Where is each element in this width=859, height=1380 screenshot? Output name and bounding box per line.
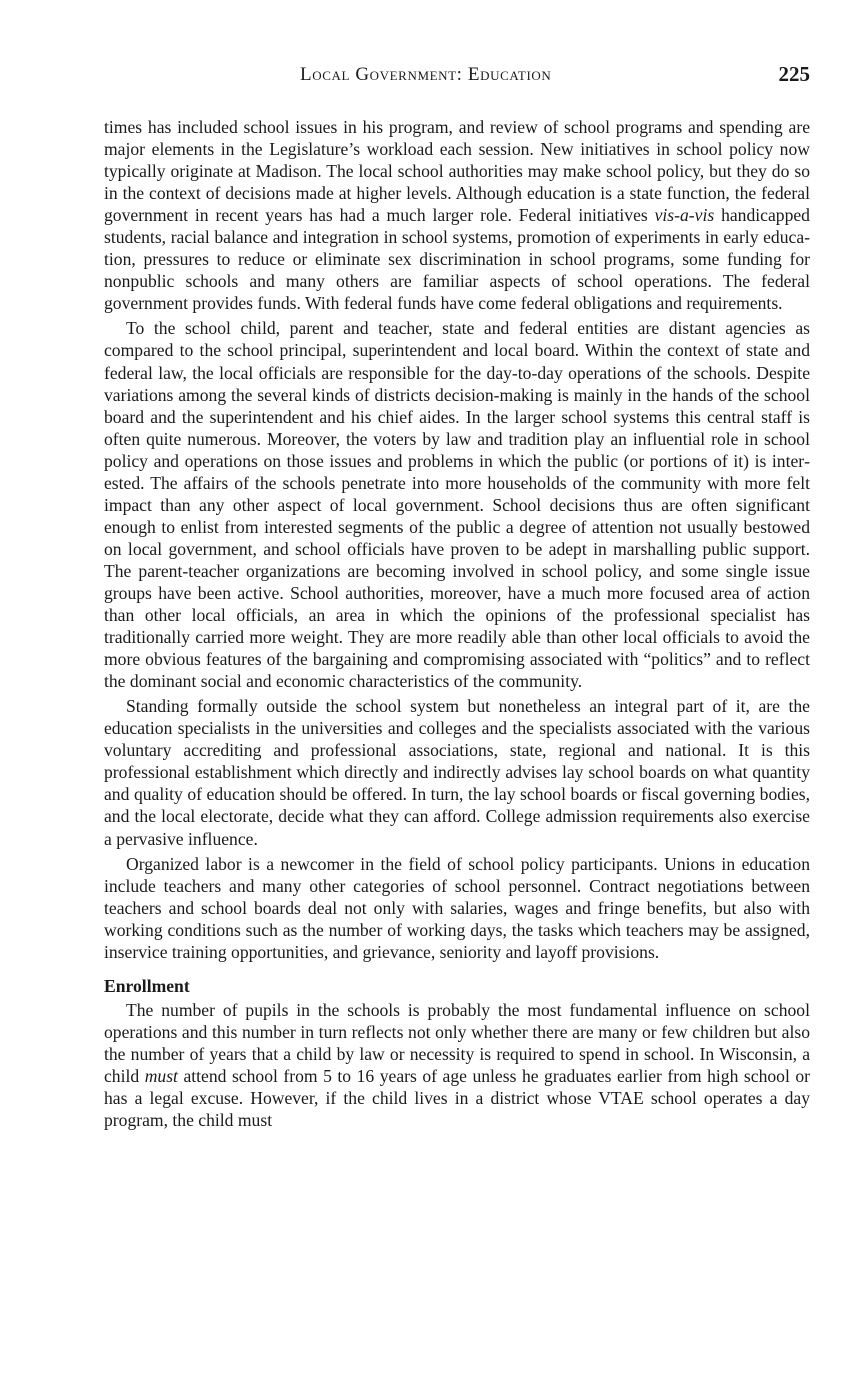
running-title: Local Government: Education bbox=[300, 64, 552, 85]
paragraph-3: Standing formally outside the school system but nonetheless an integral part of it, are the education specialists in the universities and colleges and the specialists associated with the various voluntary accrediting and professional associations, state, regional and national. It is this professional establishment which directly and indirectly advises lay school boards on what quantity and quality of education should be offered. In turn, the lay school boards or fiscal governing bodies, and the local electorate, decide what they can afford. College admission requirements also exercise a pervasive influence. bbox=[104, 696, 810, 849]
paragraph-5-text-b: attend school from 5 to 16 years of age unless he graduates earlier from high school or has a legal excuse. However, if the child lives in a district whose VTAE school operates a day program, the child must bbox=[104, 1065, 811, 1131]
paragraph-5 bbox=[104, 999, 810, 1131]
paragraph-5-text-a: The number of pupils in the schools is probably the most fundamental influence on school operations and this number in turn reflects not only whether there are many or few children but also the number of years that a child by law or necessity is required to spend in school. In Wisconsin, a child bbox=[104, 999, 810, 1086]
section-heading-enrollment: Enrollment bbox=[104, 975, 190, 996]
paragraph-1-italic-term: vis-a-vis bbox=[654, 205, 715, 226]
page-body bbox=[104, 116, 810, 1131]
paragraph-5-italic-term: must bbox=[144, 1065, 178, 1086]
page-number: 225 bbox=[778, 62, 810, 86]
paragraph-1-text-b: handicapped students, racial balance and integration in school systems, promotion of experiments in early education, pressures to reduce or eliminate sex discrimination in school programs, some funding for nonpublic schools and many others are familiar aspects of school operations. The federal government provides funds. With federal funds have come federal obligations and requirements. bbox=[104, 205, 810, 314]
paragraph-1-text-a: times has included school issues in his program, and review of school programs and spending are major elements in the Legislature’s workload each session. New initiatives in school policy now typically originate at Madison. The local school authorities may make school policy, but they do so in the context of decisions made at higher levels. Although education is a state function, the federal government in recent years has had a much larger role. Federal initiatives bbox=[104, 117, 810, 226]
paragraph-2: To the school child, parent and teacher, state and federal entities are distant agencies as compared to the school principal, superintendent and local board. Within the context of state and federal law, the local officials are responsible for the day-to-day operations of the schools. Despite variations among the several kinds of districts decision-making is mainly in the hands of the school board and the superintendent and his chief aides. In the larger school systems this central staff is often quite numerous. Moreover, the voters by law and tradition play an influential role in school policy and operations on those issues and problems in which the public (or portions of it) is interested. The affairs of the schools penetrate into more households of the community with more felt impact than any other aspect of local government. School decisions thus are often significant enough to enlist from interested segments of the public a degree of attention not usually bestowed on local government, and school officials have proven to be adept in marshalling public support. The parent-teacher organizations are becoming involved in school policy, and some single issue groups have been active. School authorities, moreover, have a much more focused area of action than other local officials, an area in which the opinions of the professional specialist has traditionally carried more weight. They are more readily able than other local officials to avoid the more obvious features of the bargaining and compromising associated with “politics” and to reflect the dominant social and economic characteristics of the community. bbox=[104, 318, 810, 692]
page-header bbox=[104, 62, 810, 90]
paragraph-1 bbox=[104, 116, 810, 314]
paragraph-4: Organized labor is a newcomer in the field of school policy participants. Unions in education include teachers and many other categories of school personnel. Contract negotiations between teachers and school boards deal not only with salaries, wages and fringe benefits, but also with working conditions such as the number of working days, the tasks which teachers may be assigned, inservice training opportunities, and grievance, seniority and layoff provisions. bbox=[104, 853, 810, 962]
